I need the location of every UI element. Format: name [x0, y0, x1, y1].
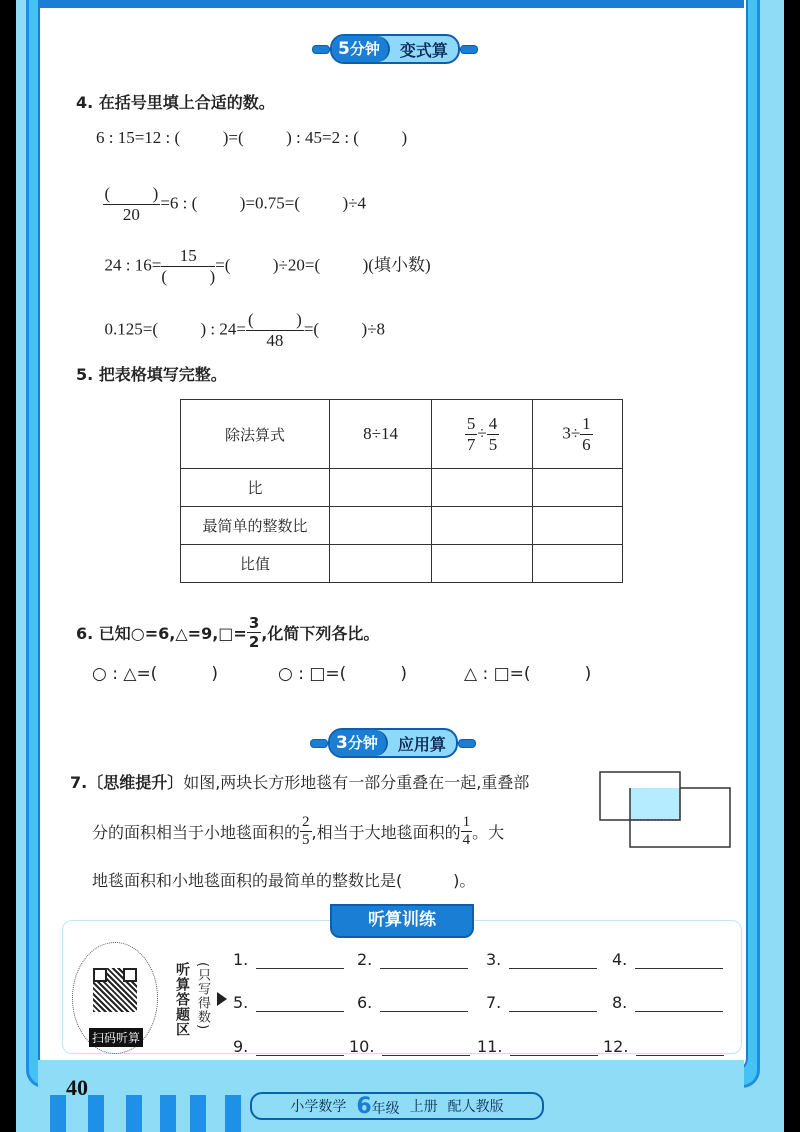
- table-row: [181, 469, 623, 507]
- q4-line-3-suffix: =( )÷20=( )(填小数): [215, 255, 431, 275]
- section-pill: [328, 728, 458, 758]
- table-header-cell: 8÷14: [330, 400, 432, 469]
- footer-volume: 上册: [409, 1099, 438, 1115]
- answer-blank[interactable]: [256, 1041, 344, 1056]
- play-arrow-icon: [217, 992, 227, 1006]
- page-number: 40: [66, 1075, 88, 1100]
- answer-blank[interactable]: [380, 997, 468, 1012]
- footer-subject: 小学数学: [290, 1099, 347, 1115]
- section-header-2: [310, 728, 476, 758]
- answer-slot-2[interactable]: [357, 950, 468, 969]
- fraction-num: 1: [462, 814, 471, 830]
- answer-slot-7[interactable]: [486, 993, 597, 1012]
- answer-slot-8[interactable]: [612, 993, 723, 1012]
- answer-cell[interactable]: [532, 507, 622, 545]
- scan-label: 扫码听算: [89, 1028, 143, 1047]
- answer-blank[interactable]: [509, 997, 597, 1012]
- fraction-den: 48: [266, 331, 284, 350]
- answer-slot-5[interactable]: [233, 993, 344, 1012]
- section-pill: [330, 34, 460, 64]
- q7-line-2: [92, 814, 504, 849]
- table-row: [181, 545, 623, 583]
- q5-title: 5. 把表格填写完整。: [76, 365, 227, 384]
- q4-title: 4. 在括号里填上合适的数。: [76, 93, 275, 112]
- fraction-15-over-blank: [161, 246, 215, 287]
- answer-number: 3.: [486, 950, 502, 969]
- answer-cell[interactable]: [330, 507, 432, 545]
- answer-number: 5.: [233, 993, 249, 1012]
- answer-slot-12[interactable]: [603, 1037, 724, 1056]
- fraction-3-over-2: [247, 614, 261, 651]
- pill-right-cap: [458, 739, 476, 748]
- q4-line-4-prefix: 0.125=( ) : 24=: [104, 319, 246, 339]
- answer-number: 8.: [612, 993, 628, 1012]
- q6-item-2: ○ : □=( ): [278, 664, 407, 684]
- listening-answer-panel: [62, 920, 742, 1054]
- q4-line-4-suffix: =( )÷8: [303, 319, 386, 339]
- q6-item-3: △ : □=( ): [464, 664, 592, 684]
- table-header-cell: 3÷ $\frac{1}{6}$: [532, 400, 622, 469]
- fraction-num: 15: [161, 246, 215, 267]
- qr-code-icon[interactable]: [93, 968, 137, 1012]
- answer-number: 11.: [477, 1037, 503, 1056]
- row-label: 比: [181, 469, 330, 507]
- q4-line-4: [96, 290, 385, 351]
- answer-blank[interactable]: [635, 954, 723, 969]
- answer-slot-10[interactable]: [349, 1037, 470, 1056]
- answer-number: 12.: [603, 1037, 629, 1056]
- answer-number: 2.: [357, 950, 373, 969]
- answer-cell[interactable]: [330, 469, 432, 507]
- fraction-den: 20: [122, 205, 140, 224]
- q7-text-2b: ,相当于大地毯面积的: [311, 823, 461, 842]
- fraction-den: 5: [302, 832, 310, 848]
- answer-blank[interactable]: [635, 997, 723, 1012]
- answer-blank[interactable]: [380, 954, 468, 969]
- q7-line-3: 地毯面积和小地毯面积的最简单的整数比是( )。: [92, 871, 476, 890]
- answer-number: 9.: [233, 1037, 249, 1056]
- fraction-num: 3: [248, 614, 260, 632]
- answer-slot-4[interactable]: [612, 950, 723, 969]
- section-time: [330, 730, 388, 756]
- answer-slot-1[interactable]: [233, 950, 344, 969]
- answer-cell[interactable]: [532, 469, 622, 507]
- fraction-den: 4: [462, 832, 471, 848]
- answer-number: 6.: [357, 993, 373, 1012]
- fraction-1-over-4: [461, 814, 473, 849]
- book-footer: [250, 1092, 544, 1120]
- q7-tag: 7.〔思维提升〕: [70, 773, 184, 792]
- row-label: 最简单的整数比: [181, 507, 330, 545]
- division-ratio-table: [180, 399, 623, 583]
- answer-cell[interactable]: [330, 545, 432, 583]
- answer-blank[interactable]: [636, 1041, 724, 1056]
- section-time: [332, 36, 390, 62]
- row-label: 比值: [181, 545, 330, 583]
- q6-title-pre: 6. 已知○=6,△=9,□=: [76, 624, 247, 643]
- answer-cell[interactable]: [432, 469, 533, 507]
- answer-blank[interactable]: [509, 954, 597, 969]
- q7-text-2c: 。大: [472, 823, 505, 842]
- q7-text-2a: 分的面积相当于小地毯面积的: [92, 823, 301, 842]
- fraction-num: 2: [302, 814, 310, 830]
- answer-blank[interactable]: [382, 1041, 470, 1056]
- answer-number: 1.: [233, 950, 249, 969]
- q4-line-3-prefix: 24 : 16=: [104, 255, 162, 275]
- answer-number: 4.: [612, 950, 628, 969]
- fraction-blank-over-20: [103, 184, 161, 225]
- overlapping-carpets-diagram: [598, 770, 733, 850]
- answer-note: (只写得数): [195, 962, 210, 1031]
- answer-slot-3[interactable]: [486, 950, 597, 969]
- footer-grade-label: 年级: [371, 1100, 400, 1117]
- footer-edition: 配人教版: [447, 1099, 504, 1115]
- answer-number: 10.: [349, 1037, 375, 1056]
- section-title: 应用算: [397, 734, 446, 754]
- q4-line-1: 6 : 15=12 : ( )=( ) : 45=2 : ( ): [96, 128, 408, 147]
- time-unit: 分钟: [347, 734, 378, 752]
- time-number: 3: [336, 733, 348, 753]
- footer-grade-number: 6: [356, 1093, 372, 1119]
- pill-left-cap: [312, 45, 330, 54]
- pill-right-cap: [460, 45, 478, 54]
- top-border: [38, 0, 744, 8]
- table-header-cell: 除法算式: [181, 400, 330, 469]
- table-header-row: [181, 400, 623, 469]
- answer-slot-6[interactable]: [357, 993, 468, 1012]
- fraction-den: 2: [248, 633, 260, 651]
- section-header-1: [312, 34, 478, 64]
- table-header-cell: $\frac{5}{7}$ ÷ $\frac{4}{5}$: [432, 400, 533, 469]
- listening-title: 听算训练: [330, 904, 474, 938]
- answer-cell[interactable]: [532, 545, 622, 583]
- answer-blank[interactable]: [510, 1041, 598, 1056]
- q4-line-3: [96, 226, 431, 287]
- fraction-num: ( ): [247, 310, 302, 329]
- q6-title-post: ,化简下列各比。: [261, 624, 380, 643]
- answer-blank[interactable]: [256, 997, 344, 1012]
- table-row: [181, 507, 623, 545]
- q6-item-1: ○ : △=( ): [92, 664, 218, 684]
- answer-slot-11[interactable]: [477, 1037, 598, 1056]
- section-title: 变式算: [399, 40, 448, 60]
- fraction-2-over-5: [300, 814, 312, 849]
- pill-left-cap: [310, 739, 328, 748]
- q4-line-2: [94, 164, 366, 225]
- answer-area-label: 听算答题区: [174, 962, 190, 1037]
- answer-blank[interactable]: [256, 954, 344, 969]
- q4-line-2-text: =6 : ( )=0.75=( )÷4: [160, 193, 367, 213]
- q7-text-1: 如图,两块长方形地毯有一部分重叠在一起,重叠部: [183, 773, 530, 792]
- time-number: 5: [338, 39, 350, 59]
- fraction-den: ( ): [161, 267, 216, 286]
- answer-cell[interactable]: [432, 507, 533, 545]
- answer-cell[interactable]: [432, 545, 533, 583]
- answer-slot-9[interactable]: [233, 1037, 344, 1056]
- q6-title: [76, 614, 379, 651]
- time-unit: 分钟: [349, 40, 380, 58]
- q7-line-1: [70, 770, 529, 793]
- fraction-num: ( ): [104, 184, 159, 203]
- answer-number: 7.: [486, 993, 502, 1012]
- fraction-blank-over-48: [246, 310, 304, 351]
